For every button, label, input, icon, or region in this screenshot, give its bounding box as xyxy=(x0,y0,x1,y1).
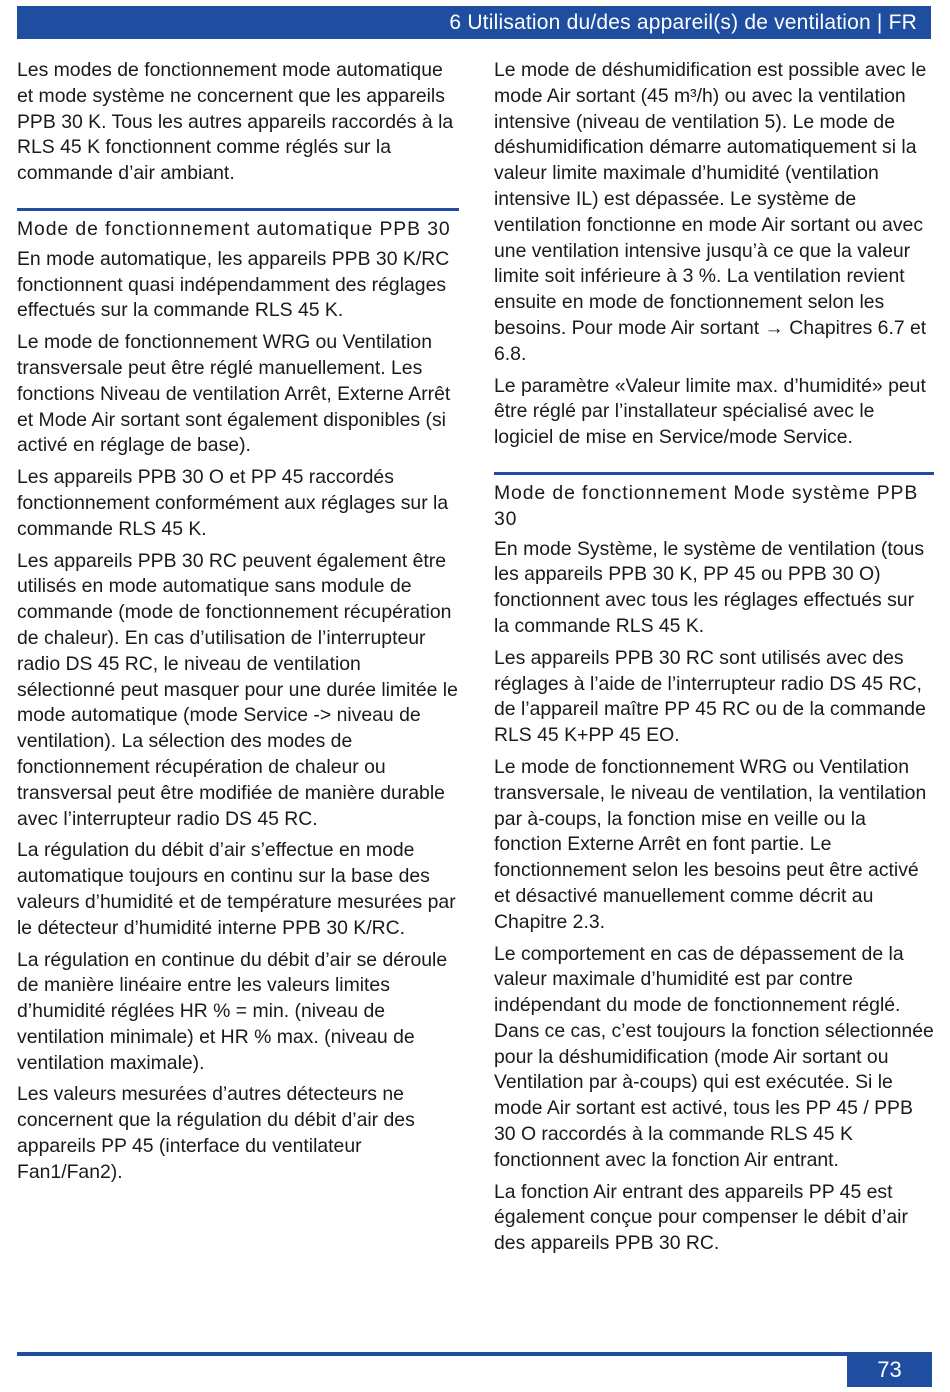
paragraph: En mode automatique, les appareils PPB 30 K/RC fonctionnent quasi indépendamment des réglages effectués sur la commande RLS 45 K. xyxy=(17,247,450,322)
paragraph: La fonction Air entrant des appareils PP 45 est également conçue pour compenser le débit d’air des appareils PPB 30 RC. xyxy=(494,1180,908,1255)
paragraph: Le mode de fonctionnement WRG ou Ventilation transversale, le niveau de ventilation, la ventilation par à-coups, la fonction mise en veille ou la fonction Externe Arrêt en font partie. Le fonctionnement selon les besoins peut être activé et désactivé manuellement comme décrit au Chapitre 2.3. xyxy=(494,755,927,933)
page-number: 73 xyxy=(847,1352,932,1387)
paragraph: En mode Système, le système de ventilation (tous les appareils PPB 30 K, PP 45 ou PPB 30 O) fonctionnent avec tous les réglages effectués sur la commande RLS 45 K. xyxy=(494,537,925,637)
paragraph: La régulation du débit d’air s’effectue en mode automatique toujours en continu sur la base des valeurs d’humidité et de température mesurées par le détecteur d’humidité interne PPB 30 K/RC. xyxy=(17,839,456,939)
paragraph: Le mode de fonctionnement WRG ou Ventilation transversale peut être réglé manuellement. Les fonctions Niveau de ventilation Arrêt, Externe Arrêt et Mode Air sortant sont également disponibles (si activé en réglage de base). xyxy=(17,331,451,457)
section-divider xyxy=(17,208,459,211)
paragraph: La régulation en continue du débit d’air se déroule de manière linéaire entre les valeurs limites d’humidité réglées HR % = min. (niveau de ventilation minimale) et HR % max. (niveau de ventilation maximale). xyxy=(17,948,448,1074)
paragraph: Les appareils PPB 30 RC peuvent également être utilisés en mode automatique sans module de commande (mode de fonctionnement récupération de chaleur). En cas d’utilisation de l’interrupteur radio DS 45 RC, le niveau de ventilation sélectionné peut masquer pour une durée limitée le mode automatique (mode Service -> niveau de ventilation). La sélection des modes de fonctionnement récupération de chaleur ou transversal peut être modifiée de manière durable avec l’interrupteur radio DS 45 RC. xyxy=(17,549,458,830)
intro-paragraph: Les modes de fonctionnement mode automatique et mode système ne concernent que les appareils PPB 30 K. Tous les autres appareils raccordés à la RLS 45 K fonctionnent comme réglés sur la commande d’air ambiant. xyxy=(17,59,454,185)
paragraph: Les appareils PPB 30 O et PP 45 raccordés fonctionnement conformément aux réglages sur la commande RLS 45 K. xyxy=(17,466,449,540)
paragraph: Les appareils PPB 30 RC sont utilisés avec des réglages à l’aide de l’interrupteur radio DS 45 RC, de l’appareil maître PP 45 RC ou de la commande RLS 45 K+PP 45 EO. xyxy=(494,646,926,747)
right-column xyxy=(494,58,934,1263)
paragraph: Le paramètre «Valeur limite max. d’humidité» peut être réglé par l’installateur spécialisé avec le logiciel de mise en Service/mode Service. xyxy=(494,374,926,449)
section-heading-automatic: Mode de fonctionnement automatique PPB 30 xyxy=(17,217,451,240)
section-divider xyxy=(494,472,934,475)
section-heading-system: Mode de fonctionnement Mode système PPB 30 xyxy=(494,481,919,530)
paragraph: Le comportement en cas de dépassement de la valeur maximale d’humidité est par contre indépendant du mode de fonctionnement réglé. Dans ce cas, c’est toujours la fonction sélectionnée pour la déshumidification (mode Air sortant ou Ventilation par à-coups) qui est exécutée. Si le mode Air sortant est activé, tous les PP 45 / PPB 30 O raccordés à la commande RLS 45 K fonctionnent avec la fonction Air entrant. xyxy=(494,942,934,1171)
paragraph: Le mode de déshumidification est possible avec le mode Air sortant (45 m³/h) ou avec la ventilation intensive (niveau de ventilation 5). Le mode de déshumidification démarre automatiquement si la valeur limite maximale d’humidité (ventilation intensive IL) est dépassée. Le système de ventilation fonctionne en mode Air sortant ou avec une ventilation intensive jusqu’à ce que la valeur limite soit inférieure à 3 %. La ventilation revient ensuite en mode de fonctionnement selon les besoins. Pour mode Air sortant → Chapitres 6.7 et 6.8. xyxy=(494,59,927,365)
header-title: 6 Utilisation du/des appareil(s) de ventilation | FR xyxy=(449,11,917,34)
left-column xyxy=(17,58,459,1192)
page-header xyxy=(17,6,931,39)
footer-divider xyxy=(17,1352,847,1356)
paragraph: Les valeurs mesurées d’autres détecteurs ne concernent que la régulation du débit d’air des appareils PP 45 (interface du ventilateur Fan1/Fan2). xyxy=(17,1083,415,1183)
